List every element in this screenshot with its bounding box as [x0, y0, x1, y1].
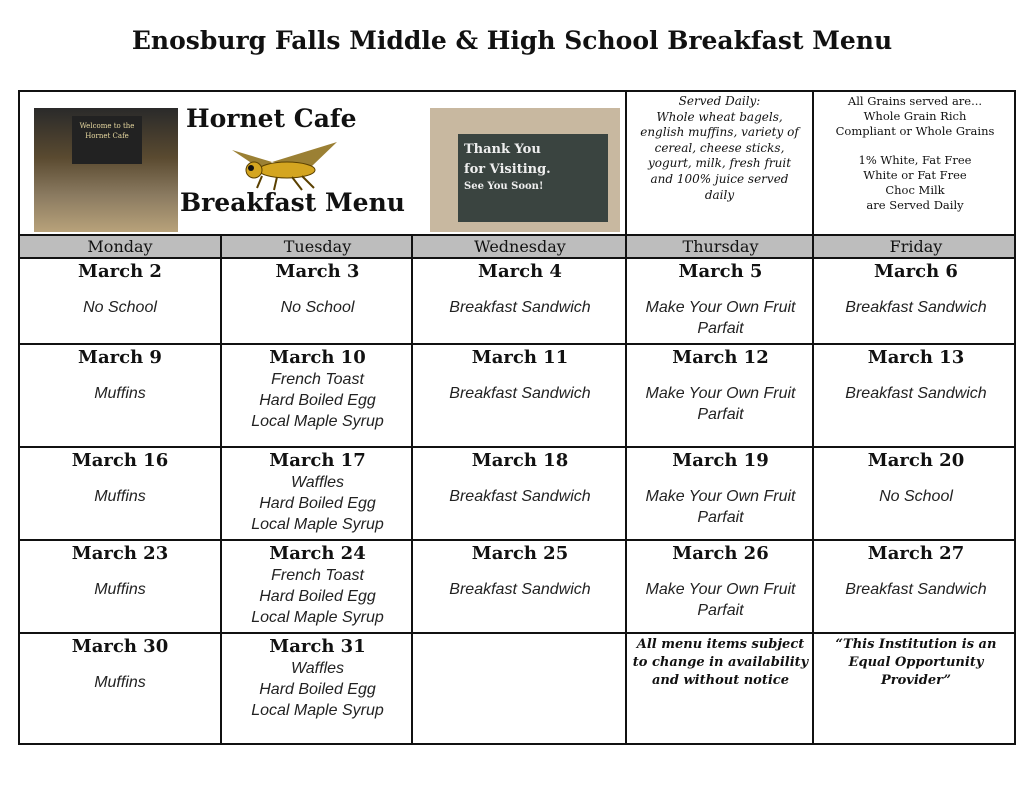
date-label: March 27	[867, 543, 965, 564]
date-label: March 10	[269, 347, 366, 368]
day-cell	[20, 448, 220, 539]
menu-item: Breakfast Sandwich	[449, 385, 591, 402]
menu-items	[627, 486, 814, 528]
banner-line: for Visiting.	[464, 161, 551, 177]
day-cell	[625, 541, 814, 632]
menu-items	[814, 297, 1018, 318]
date-label: March 17	[269, 450, 366, 471]
menu-item: No School	[280, 299, 355, 316]
cafe-entrance-photo	[34, 108, 178, 232]
menu-name: Breakfast Menu	[180, 188, 405, 217]
menu-items	[413, 383, 627, 404]
day-tuesday: Tuesday	[220, 236, 413, 257]
date-label: March 20	[867, 450, 965, 471]
menu-items	[627, 579, 814, 621]
menu-items	[20, 672, 220, 693]
menu-item: Breakfast Sandwich	[449, 581, 591, 598]
served-daily-info	[627, 92, 812, 234]
day-cell	[411, 345, 627, 446]
menu-items	[20, 383, 220, 404]
menu-items	[627, 383, 814, 425]
day-cell	[220, 634, 413, 745]
day-monday: Monday	[87, 237, 153, 256]
menu-items	[20, 297, 220, 318]
menu-item: Muffins	[94, 385, 146, 402]
day-thursday: Thursday	[625, 236, 814, 257]
date-label: March 6	[874, 261, 958, 282]
menu-items	[20, 579, 220, 600]
menu-item: Muffins	[94, 674, 146, 691]
day-cell	[812, 541, 1018, 632]
availability-note: All menu items subject to change in availability and without notice	[632, 637, 809, 688]
date-label: March 2	[78, 261, 162, 282]
day-cell	[411, 259, 627, 343]
grains-line: All Grains served are...	[847, 94, 983, 108]
date-label: March 3	[275, 261, 360, 282]
welcome-sign: Welcome to the Hornet Cafe	[72, 116, 142, 164]
menu-item: Hard Boiled Egg	[259, 588, 376, 605]
menu-item: Make Your Own Fruit	[645, 299, 796, 316]
day-cell	[625, 259, 814, 343]
menu-item: Make Your Own Fruit	[645, 581, 796, 598]
day-friday: Friday	[812, 236, 1018, 257]
menu-items	[222, 565, 413, 628]
menu-item: Local Maple Syrup	[251, 609, 384, 626]
menu-item: Make Your Own Fruit	[645, 488, 796, 505]
menu-item: Breakfast Sandwich	[845, 581, 987, 598]
menu-item: Parfait	[697, 406, 744, 423]
milk-line: 1% White, Fat Free White or Fat Free Choc Milk	[858, 152, 972, 197]
date-label: March 5	[678, 261, 763, 282]
thank-you-banner-photo	[430, 108, 620, 232]
date-label: March 26	[672, 543, 769, 564]
menu-item: Breakfast Sandwich	[845, 385, 987, 402]
menu-items	[413, 486, 627, 507]
menu-item: Waffles	[290, 660, 345, 677]
menu-items	[814, 579, 1018, 600]
banner-line: See You Soon!	[464, 181, 544, 192]
menu-items	[814, 486, 1018, 507]
day-cell	[20, 634, 220, 745]
week-row	[20, 259, 1014, 345]
date-label: March 9	[78, 347, 162, 368]
day-cell	[220, 259, 413, 343]
date-label: March 25	[471, 543, 569, 564]
menu-items	[627, 297, 814, 339]
day-cell	[220, 541, 413, 632]
week-row	[20, 345, 1014, 448]
served-daily-heading: Served Daily:	[678, 94, 761, 108]
date-label: March 13	[867, 347, 965, 368]
date-label: March 4	[478, 261, 562, 282]
day-cell	[812, 634, 1018, 745]
milk-line: are Served Daily	[866, 197, 964, 212]
menu-items	[814, 383, 1018, 404]
cafe-name: Hornet Cafe	[186, 104, 357, 133]
equal-opportunity-note: “This Institution is an Equal Opportunity Provider”	[835, 637, 997, 688]
menu-item: French Toast	[271, 567, 364, 584]
day-cell	[20, 345, 220, 446]
week-row	[20, 634, 1014, 745]
date-label: March 19	[672, 450, 769, 471]
date-label: March 24	[269, 543, 366, 564]
week-row	[20, 541, 1014, 634]
day-cell	[411, 541, 627, 632]
menu-items	[222, 472, 413, 535]
menu-item: Breakfast Sandwich	[449, 299, 591, 316]
day-cell	[812, 448, 1018, 539]
menu-item: Muffins	[94, 488, 146, 505]
date-label: March 18	[471, 450, 569, 471]
menu-item: No School	[879, 488, 953, 505]
served-daily-text: Whole wheat bagels, english muffins, variety of cereal, cheese sticks, yogurt, milk, fresh fruit and 100% juice served daily	[640, 109, 799, 202]
menu-item: Muffins	[94, 581, 146, 598]
header-row	[20, 92, 1014, 234]
day-cell	[625, 634, 814, 745]
day-cell	[20, 259, 220, 343]
day-cell	[411, 634, 627, 745]
day-cell	[411, 448, 627, 539]
date-label: March 30	[71, 636, 169, 657]
menu-items	[20, 486, 220, 507]
day-cell	[812, 345, 1018, 446]
menu-item: Parfait	[697, 320, 744, 337]
menu-item: Make Your Own Fruit	[645, 385, 796, 402]
day-cell	[220, 448, 413, 539]
page-title: Enosburg Falls Middle & High School Breakfast Menu	[131, 26, 893, 55]
date-label: March 11	[471, 347, 569, 368]
menu-item: Parfait	[697, 509, 744, 526]
menu-item: Local Maple Syrup	[251, 702, 384, 719]
grains-milk-info	[814, 92, 1016, 234]
grains-line: Whole Grain Rich Compliant or Whole Grains	[835, 108, 995, 138]
date-label: March 31	[269, 636, 366, 657]
menu-items	[222, 369, 413, 432]
menu-items	[413, 579, 627, 600]
menu-item: Breakfast Sandwich	[845, 299, 987, 316]
date-label: March 23	[71, 543, 169, 564]
menu-item: Local Maple Syrup	[251, 516, 384, 533]
day-cell	[625, 448, 814, 539]
menu-item: Waffles	[290, 474, 345, 491]
day-cell	[625, 345, 814, 446]
date-label: March 16	[71, 450, 169, 471]
menu-item: Parfait	[697, 602, 744, 619]
menu-items	[222, 658, 413, 721]
date-label: March 12	[672, 347, 769, 368]
day-cell	[812, 259, 1018, 343]
day-cell	[220, 345, 413, 446]
day-cell	[20, 541, 220, 632]
menu-items	[413, 297, 627, 318]
week-row	[20, 448, 1014, 541]
menu-item: No School	[83, 299, 157, 316]
menu-calendar	[18, 90, 1016, 745]
menu-item: Hard Boiled Egg	[259, 392, 376, 409]
hornet-icon	[232, 140, 342, 192]
weekday-header	[20, 234, 1014, 259]
menu-item: Local Maple Syrup	[251, 413, 384, 430]
menu-item: Hard Boiled Egg	[259, 495, 376, 512]
banner-line: Thank You	[464, 142, 541, 157]
menu-item: Hard Boiled Egg	[259, 681, 376, 698]
banner-text	[458, 134, 608, 222]
menu-item: Breakfast Sandwich	[449, 488, 591, 505]
day-wednesday: Wednesday	[411, 236, 627, 257]
menu-item: French Toast	[271, 371, 364, 388]
menu-items	[222, 297, 413, 318]
